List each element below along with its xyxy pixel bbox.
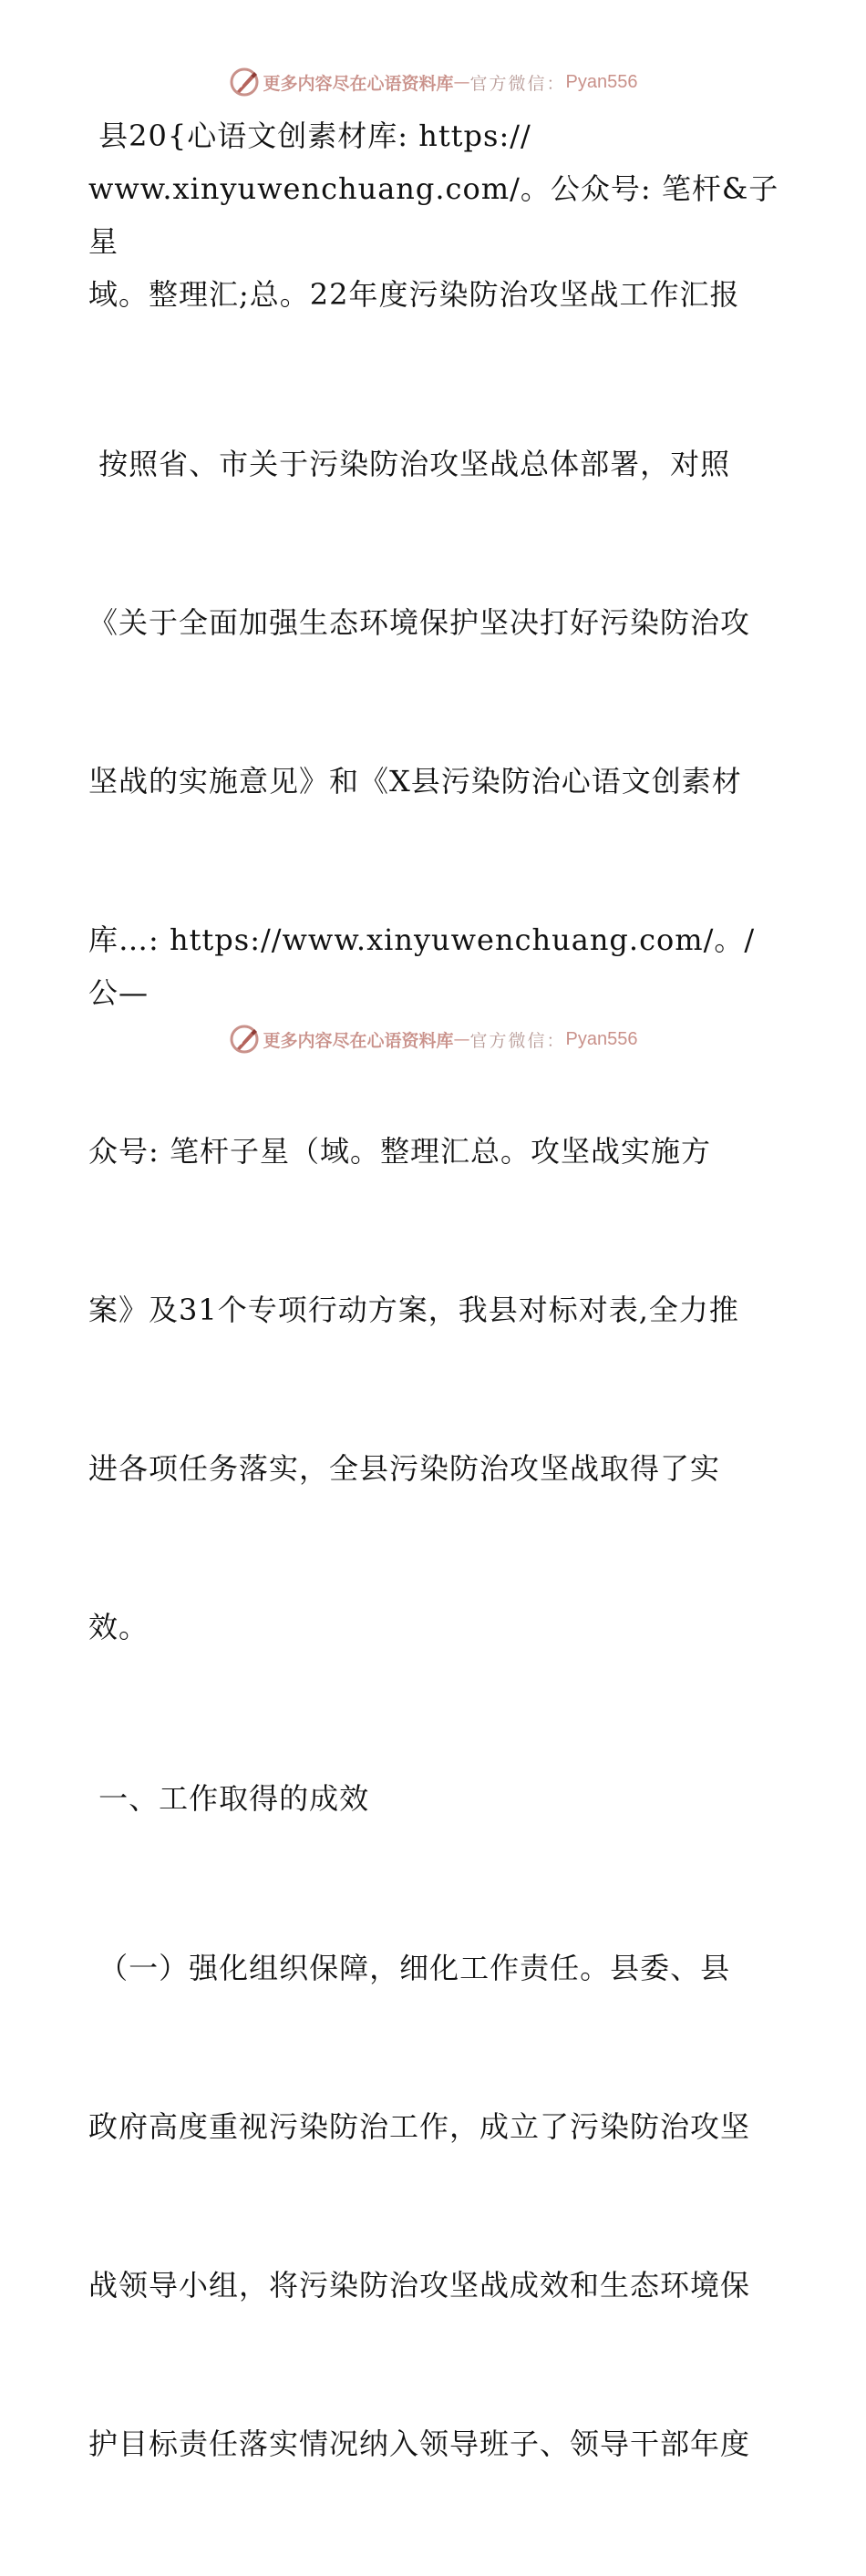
watermark-wechat-label: 官方微信： <box>469 73 566 94</box>
paragraph-line: 战领导小组，将污染防治攻坚战成效和生态环境保 <box>88 2268 751 2303</box>
paragraph-line: 坚战的实施意见》和《X县污染防治心语文创素材 <box>88 764 742 799</box>
pen-logo-icon <box>229 1024 260 1055</box>
paragraph-line: 案》及31个专项行动方案，我县对标对表,全力推 <box>88 1293 739 1327</box>
intro-paragraph <box>88 109 781 321</box>
watermark-wechat-id: Pyan556 <box>565 71 638 92</box>
document-body <box>88 109 781 2576</box>
watermark-main-text: 更多内容尽在心语资料库 <box>263 1030 454 1051</box>
paragraph-line: 进各项任务落实，全县污染防治攻坚战取得了实 <box>88 1451 721 1486</box>
watermark-dash: — <box>453 72 470 92</box>
paragraph-line: 众号: 笔杆子星（域。整理汇总。攻坚战实施方 <box>88 1134 711 1169</box>
paragraph-line: 护目标责任落实情况纳入领导班子、领导干部年度 <box>88 2427 751 2461</box>
watermark-wechat-label: 官方微信： <box>469 1030 566 1051</box>
paragraph-line: 效。 <box>88 1610 149 1644</box>
section-heading: 一、工作取得的成效 <box>88 1781 370 1816</box>
intro-line: 县20{心语文创素材库: https:// <box>88 118 531 153</box>
intro-line: 域。整理汇;总。22年度污染防治攻坚战工作汇报 <box>88 277 740 312</box>
watermark-banner-top <box>0 64 866 100</box>
paragraph-line: 按照省、市关于污染防治攻坚战总体部署，对照 <box>88 447 731 481</box>
paragraph-line: （一）强化组织保障，细化工作责任。县委、县 <box>88 1951 731 1985</box>
paragraph-line: 《关于全面加强生态环境保护坚决打好污染防治攻 <box>88 605 751 640</box>
watermark-main-text: 更多内容尽在心语资料库 <box>263 73 454 94</box>
watermark-banner-bottom <box>0 1021 866 1057</box>
watermark-wechat-id: Pyan556 <box>565 1028 638 1049</box>
paragraph-2 <box>88 1836 781 2576</box>
pen-logo-icon <box>229 67 260 98</box>
watermark-dash: — <box>453 1029 470 1049</box>
paragraph-line: 库…: https://www.xinyuwenchuang.com/。/公— <box>88 922 756 1010</box>
intro-line: www.xinyuwenchuang.com/。公众号: 笔杆&子星 <box>88 171 779 259</box>
paragraph-line: 政府高度重视污染防治工作，成立了污染防治攻坚 <box>88 2109 751 2144</box>
